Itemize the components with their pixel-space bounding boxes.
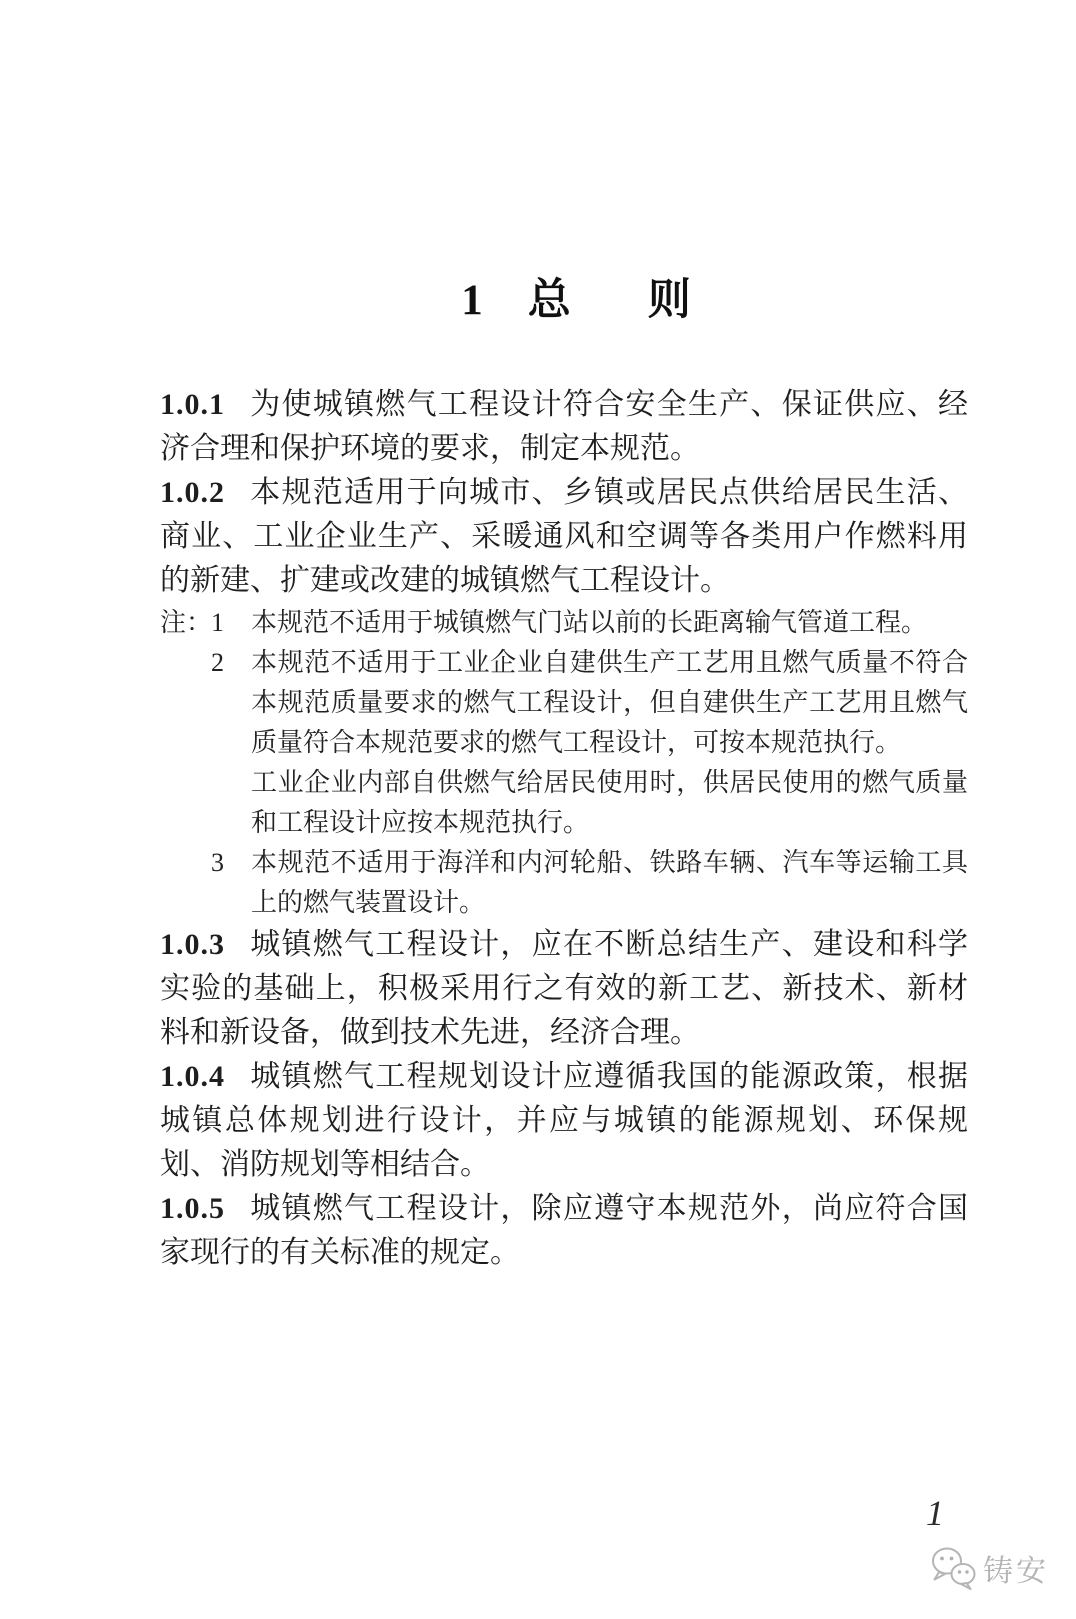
clause-1-0-2 — [160, 471, 968, 603]
note-label-spacer — [160, 843, 211, 923]
clause-text: 城镇燃气工程设计，应在不断总结生产、建设和科学实验的基础上，积极采用行之有效的新工艺、新技术、新材料和新设备，做到技术先进，经济合理。 — [160, 928, 968, 1049]
note-label: 注： — [160, 608, 213, 637]
clause-1-0-4 — [160, 1055, 968, 1187]
clause-number: 1.0.5 — [160, 1192, 225, 1225]
chapter-title-char-1: 总 — [527, 277, 571, 324]
clause-text: 为使城镇燃气工程设计符合安全生产、保证供应、经济合理和保护环境的要求，制定本规范。 — [160, 388, 968, 465]
note-paragraph: 工业企业内部自供燃气给居民使用时，供居民使用的燃气质量和工程设计应按本规范执行。 — [251, 768, 968, 837]
clause-number: 1.0.3 — [160, 928, 225, 961]
note-paragraph: 本规范不适用于工业企业自建供生产工艺用且燃气质量不符合本规范质量要求的燃气工程设计，但自建供生产工艺用且燃气质量符合本规范要求的燃气工程设计，可按本规范执行。 — [251, 648, 968, 757]
clause-text: 城镇燃气工程设计，除应遵守本规范外，尚应符合国家现行的有关标准的规定。 — [160, 1192, 968, 1269]
clause-text: 本规范适用于向城市、乡镇或居民点供给居民生活、商业、工业企业生产、采暖通风和空调等各类用户作燃料用的新建、扩建或改建的城镇燃气工程设计。 — [160, 476, 968, 597]
clause-number: 1.0.1 — [160, 388, 225, 421]
note-text — [251, 643, 968, 843]
wechat-icon — [930, 1546, 978, 1590]
watermark-text: 铸安 — [983, 1555, 1049, 1588]
watermark — [930, 1546, 1049, 1590]
note-number: 3 — [211, 848, 224, 877]
page-body — [160, 383, 968, 1275]
note-item-3 — [160, 843, 968, 923]
page-number: 1 — [926, 1493, 944, 1533]
chapter-number: 1 — [461, 277, 483, 324]
note-number: 1 — [211, 608, 224, 637]
note-label-spacer — [160, 643, 211, 843]
clause-1-0-5 — [160, 1187, 968, 1275]
clause-number: 1.0.2 — [160, 476, 225, 509]
note-item-1 — [160, 603, 968, 643]
clause-number: 1.0.4 — [160, 1060, 225, 1093]
note-text: 本规范不适用于海洋和内河轮船、铁路车辆、汽车等运输工具上的燃气装置设计。 — [251, 848, 968, 917]
note-text: 本规范不适用于城镇燃气门站以前的长距离输气管道工程。 — [251, 608, 928, 637]
notes-block — [160, 603, 968, 923]
clause-1-0-1 — [160, 383, 968, 471]
note-number: 2 — [211, 648, 224, 677]
chapter-title-char-2: 则 — [647, 277, 691, 324]
clause-1-0-3 — [160, 923, 968, 1055]
clause-text: 城镇燃气工程规划设计应遵循我国的能源政策，根据城镇总体规划进行设计，并应与城镇的能源规划、环保规划、消防规划等相结合。 — [160, 1060, 968, 1181]
chapter-heading — [38, 266, 1076, 327]
note-item-2 — [160, 643, 968, 843]
